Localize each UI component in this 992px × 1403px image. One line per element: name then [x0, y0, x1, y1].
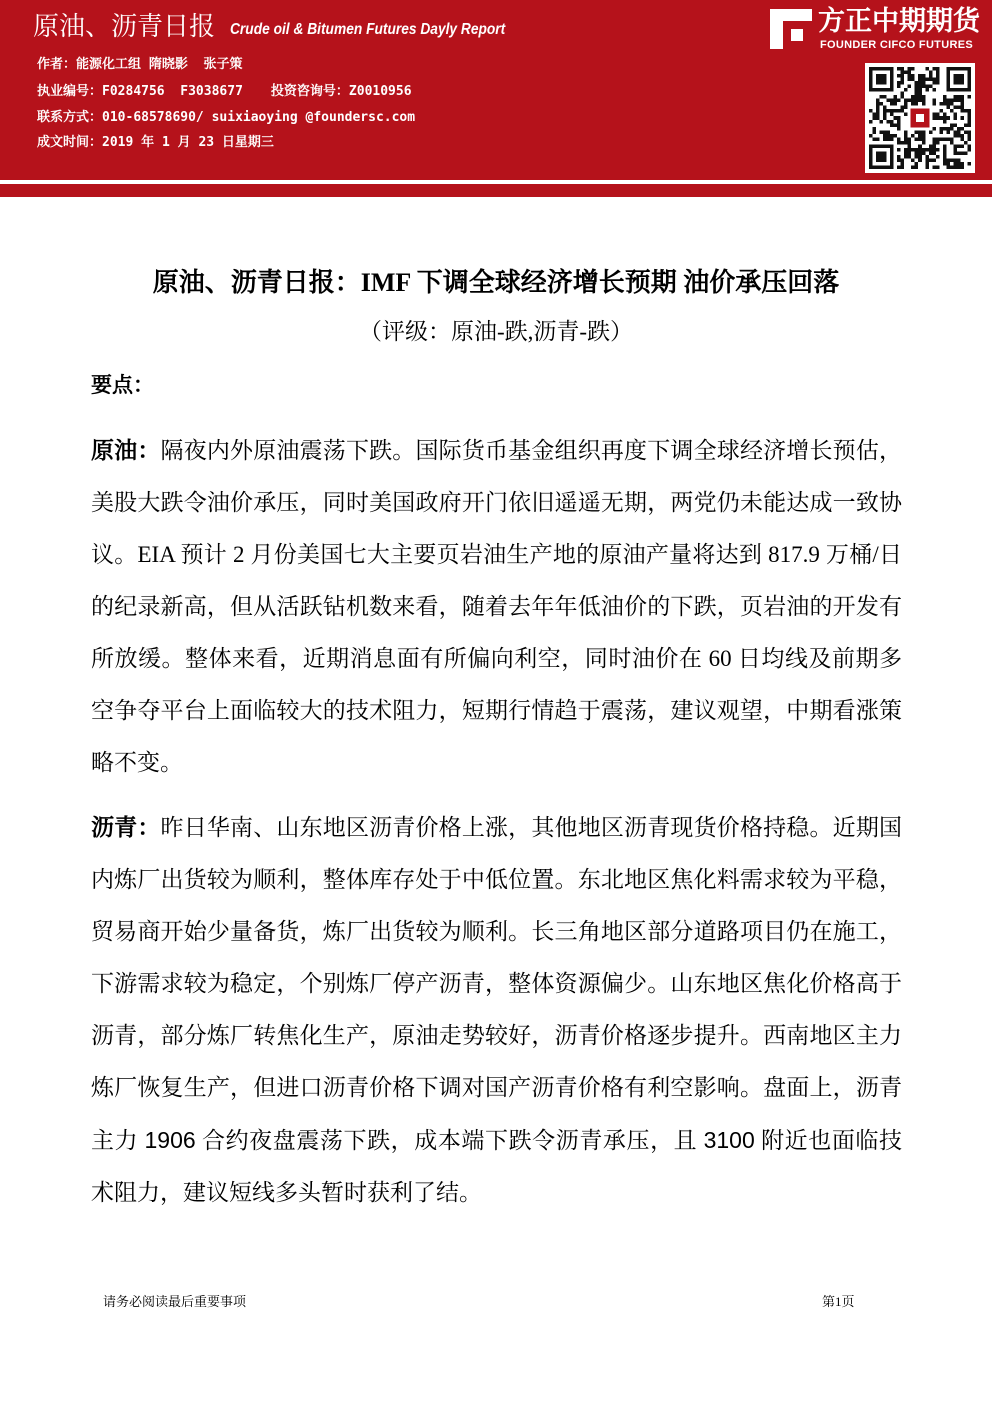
asphalt-price-level: 3100 [703, 1127, 755, 1153]
date-value: 2019 年 1 月 23 日星期三 [102, 135, 274, 150]
document-title: 原油、沥青日报：IMF 下调全球经济增长预期 油价承压回落 [152, 268, 840, 297]
rating-line: （评级：原油-跌,沥青-跌） [358, 319, 634, 344]
crude-oil-label: 原油： [91, 438, 161, 463]
founder-logo-graphic [770, 9, 812, 49]
asphalt-text-part-1: 昨日华南、山东地区沥青价格上涨，其他地区沥青现货价格持稳。近期国内炼厂出货较为顺利，整体库存处于中低位置。东北地区焦化料需求较为平稳，贸易商开始少量备货，炼厂出货较为顺利。长三角地区部分道路项目仍在施工，下游需求较为稳定，个别炼厂停产沥青，整体资源偏少。山东地区焦化价格高于沥青，部分炼厂转焦化生产，原油走势较好，沥青价格逐步提升。西南地区主力炼厂恢复生产，但进口沥青价格下调对国产沥青价格有利空影响。盘面上，沥青主力 [91, 815, 903, 1153]
qr-center-logo-mark [916, 114, 924, 122]
author-value: 能源化工组 隋晓影 张子策 [76, 57, 243, 72]
qr-code-icon [865, 63, 975, 173]
report-title: 原油、沥青日报 [33, 12, 216, 42]
brand-name: 方正中期期货 [818, 6, 980, 37]
brand-name-en: FOUNDER CIFCO FUTURES [820, 39, 973, 51]
date-line [37, 130, 274, 156]
contact-line [37, 105, 415, 131]
qr-code-graphic [869, 67, 971, 169]
founder-logo-icon [770, 9, 812, 49]
license-label: 执业编号： [37, 84, 103, 99]
key-points-heading: 要点： [91, 373, 154, 397]
contact-label: 联系方式： [37, 110, 103, 125]
report-header [0, 0, 992, 180]
author-line [37, 52, 243, 78]
header-divider [0, 184, 992, 197]
asphalt-paragraph [91, 802, 902, 1219]
consult-value: Z0010956 [348, 84, 412, 99]
report-body [91, 425, 902, 1232]
page-number: 第1页 [822, 1294, 855, 1309]
asphalt-label: 沥青： [91, 815, 161, 840]
footer-notice: 请务必阅读最后重要事项 [103, 1294, 247, 1309]
license-line [37, 79, 412, 105]
date-label: 成文时间： [37, 135, 103, 150]
crude-oil-paragraph [91, 425, 902, 789]
asphalt-contract-number: 1906 [144, 1127, 196, 1153]
report-title-en: Crude oil & Bitumen Futures Dayly Report [230, 21, 506, 38]
author-label: 作者： [37, 57, 77, 72]
asphalt-text-part-2: 合约夜盘震荡下跌，成本端下跌令沥青承压，且 [195, 1128, 704, 1153]
license-value: F0284756 F3038677 [102, 84, 243, 99]
contact-value: 010-68578690/ suixiaoying @foundersc.com [102, 110, 416, 125]
consult-label: 投资咨询号： [270, 84, 349, 99]
asphalt-text-part-3: 附近也面临技术阻力，建议短线多头暂时获利了结。 [91, 1128, 903, 1205]
crude-oil-text: 隔夜内外原油震荡下跌。国际货币基金组织再度下调全球经济增长预估，美股大跌令油价承压，同时美国政府开门依旧遥遥无期，两党仍未能达成一致协议。EIA 预计 2 月份美国七大主要页岩油生产地的原油产量将达到 817.9 万桶/日的纪录新高，但从活跃钻机数来看，随着去年年低油价的下跌，页岩油的开发有所放缓。整体来看，近期消息面有所偏向利空，同时油价在 60 日均线及前期多空争夺平台上面临较大的技术阻力，短期行情趋于震荡，建议观望，中期看涨策略不变。 [91, 438, 903, 775]
